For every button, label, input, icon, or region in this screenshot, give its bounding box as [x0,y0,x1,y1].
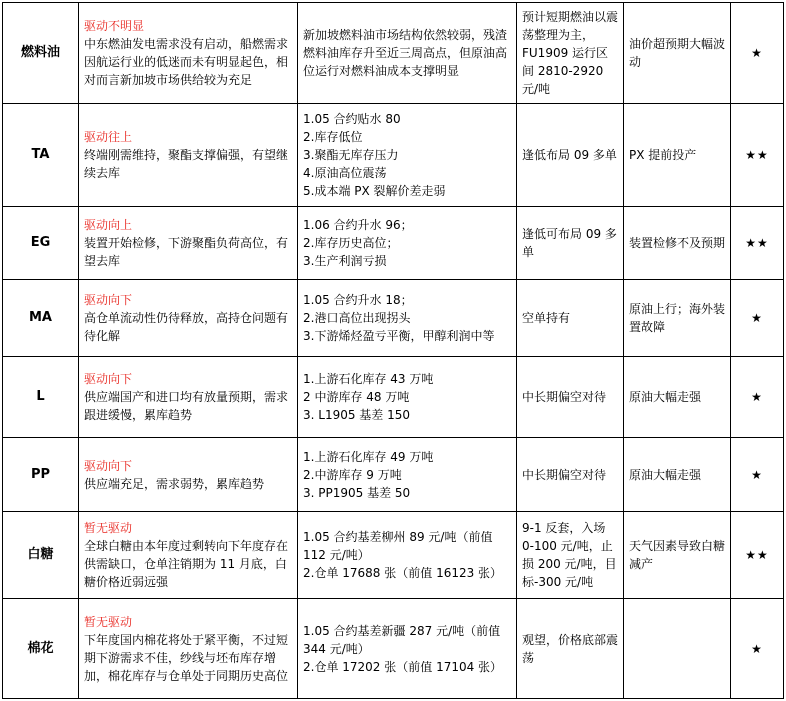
risk-cell: 装置检修不及预期 [624,207,731,280]
driver-cell [79,280,298,357]
driver-label: 驱动向下 [84,293,133,307]
key-point: 3.聚酯无库存压力 [303,148,399,162]
star-rating: ★★ [731,512,784,599]
risk-cell: 油价超预期大幅波动 [624,3,731,104]
driver-description: 高仓单流动性仍待释放，高持仓问题有待化解 [84,311,289,343]
key-point: 3. PP1905 基差 50 [303,485,411,500]
strategy-cell: 空单持有 [517,280,624,357]
key-points-cell [298,438,517,512]
driver-cell [79,512,298,599]
strategy-cell: 观望，价格底部震荡 [517,599,624,699]
risk-cell: 天气因素导致白糖减产 [624,512,731,599]
commodity-name: 燃料油 [3,3,79,104]
key-point: 1.06 合约升水 96； [303,218,413,232]
key-point: 3.生产利润亏损 [303,254,387,268]
key-point: 1.05 合约贴水 80 [303,112,401,126]
driver-description: 中东燃油发电需求没有启动，船燃需求因航运行业的低迷而未有明显起色，相对而言新加坡市场供给较为充足 [84,37,289,87]
driver-label: 暂无驱动 [84,521,133,535]
key-points-cell [298,599,517,699]
driver-label: 暂无驱动 [84,614,133,629]
driver-label: 驱动向下 [84,458,133,473]
key-point: 新加坡燃料油市场结构依然较弱，残渣燃料油库存升至近三周高点，但原油高位运行对燃料油成本支撑明显 [303,28,508,78]
table-row [3,438,784,512]
driver-description: 装置开始检修，下游聚酯负荷高位，有望去库 [84,236,289,268]
commodity-name: 棉花 [3,599,79,699]
strategy-cell: 中长期偏空对待 [517,357,624,438]
commodity-name: 白糖 [3,512,79,599]
table-row [3,3,784,104]
key-points-cell [298,207,517,280]
star-rating: ★★ [731,104,784,207]
key-point: 2.库存历史高位； [303,236,399,250]
star-rating: ★ [731,280,784,357]
star-rating: ★★ [731,207,784,280]
driver-description: 供应端充足，需求弱势，累库趋势 [84,476,265,491]
driver-description: 供应端国产和进口均有放量预期，需求跟进缓慢，累库趋势 [84,390,289,422]
key-point: 1.05 合约基差新疆 287 元/吨（前值 344 元/吨） [303,623,501,656]
star-rating: ★ [731,599,784,699]
key-point: 2.仓单 17202 张（前值 17104 张） [303,659,503,674]
strategy-cell: 9-1 反套，入场 0-100 元/吨，止损 200 元/吨，目标-300 元/吨 [517,512,624,599]
commodity-name: TA [3,104,79,207]
driver-label: 驱动向上 [84,218,133,232]
table-body [3,3,784,699]
key-point: 2 中游库存 48 万吨 [303,390,410,404]
driver-label: 驱动不明显 [84,19,145,33]
driver-label: 驱动往上 [84,130,133,144]
key-point: 2.库存低位 [303,130,363,144]
table-row [3,512,784,599]
driver-label: 驱动向下 [84,372,133,386]
risk-cell: 原油大幅走强 [624,357,731,438]
risk-cell: 原油大幅走强 [624,438,731,512]
key-point: 3.下游烯烃盈亏平衡，甲醇利润中等 [303,329,495,343]
star-rating: ★ [731,438,784,512]
driver-cell [79,104,298,207]
driver-cell [79,3,298,104]
risk-cell: 原油上行；海外装置故障 [624,280,731,357]
star-rating: ★ [731,3,784,104]
table-row [3,280,784,357]
key-point: 1.上游石化库存 49 万吨 [303,449,434,464]
driver-description: 全球白糖由本年度过剩转向下年度存在供需缺口，仓单注销期为 11 月底，白糖价格近弱远强 [84,539,289,589]
commodity-name: L [3,357,79,438]
key-points-cell [298,104,517,207]
risk-cell: PX 提前投产 [624,104,731,207]
key-point: 2.仓单 17688 张（前值 16123 张） [303,566,503,580]
strategy-cell: 逢低可布局 09 多单 [517,207,624,280]
driver-cell [79,438,298,512]
strategy-cell: 预计短期燃油以震荡整理为主，FU1909 运行区间 2810-2920 元/吨 [517,3,624,104]
table-row [3,357,784,438]
key-point: 5.成本端 PX 裂解价差走弱 [303,184,446,198]
key-point: 3. L1905 基差 150 [303,408,411,422]
driver-description: 终端刚需维持，聚酯支撑偏强，有望继续去库 [84,148,289,180]
commodity-name: EG [3,207,79,280]
key-point: 1.05 合约基差柳州 89 元/吨（前值 112 元/吨） [303,530,493,562]
key-points-cell [298,3,517,104]
table-row [3,207,784,280]
strategy-cell: 逢低布局 09 多单 [517,104,624,207]
key-point: 1.05 合约升水 18； [303,293,413,307]
commodity-name: MA [3,280,79,357]
risk-cell [624,599,731,699]
key-point: 4.原油高位震荡 [303,166,387,180]
driver-cell [79,357,298,438]
strategy-cell: 中长期偏空对待 [517,438,624,512]
key-points-cell [298,357,517,438]
key-point: 1.上游石化库存 43 万吨 [303,372,434,386]
star-rating: ★ [731,357,784,438]
key-point: 2.港口高位出现拐头 [303,311,411,325]
table-row [3,104,784,207]
driver-cell [79,599,298,699]
commodity-strategy-table [2,2,784,699]
key-points-cell [298,512,517,599]
driver-cell [79,207,298,280]
table-row [3,599,784,699]
key-points-cell [298,280,517,357]
driver-description: 下年度国内棉花将处于紧平衡，不过短期下游需求不佳，纱线与坯布库存增加，棉花库存与仓单处于同期历史高位 [84,632,289,683]
commodity-name: PP [3,438,79,512]
key-point: 2.中游库存 9 万吨 [303,467,402,482]
